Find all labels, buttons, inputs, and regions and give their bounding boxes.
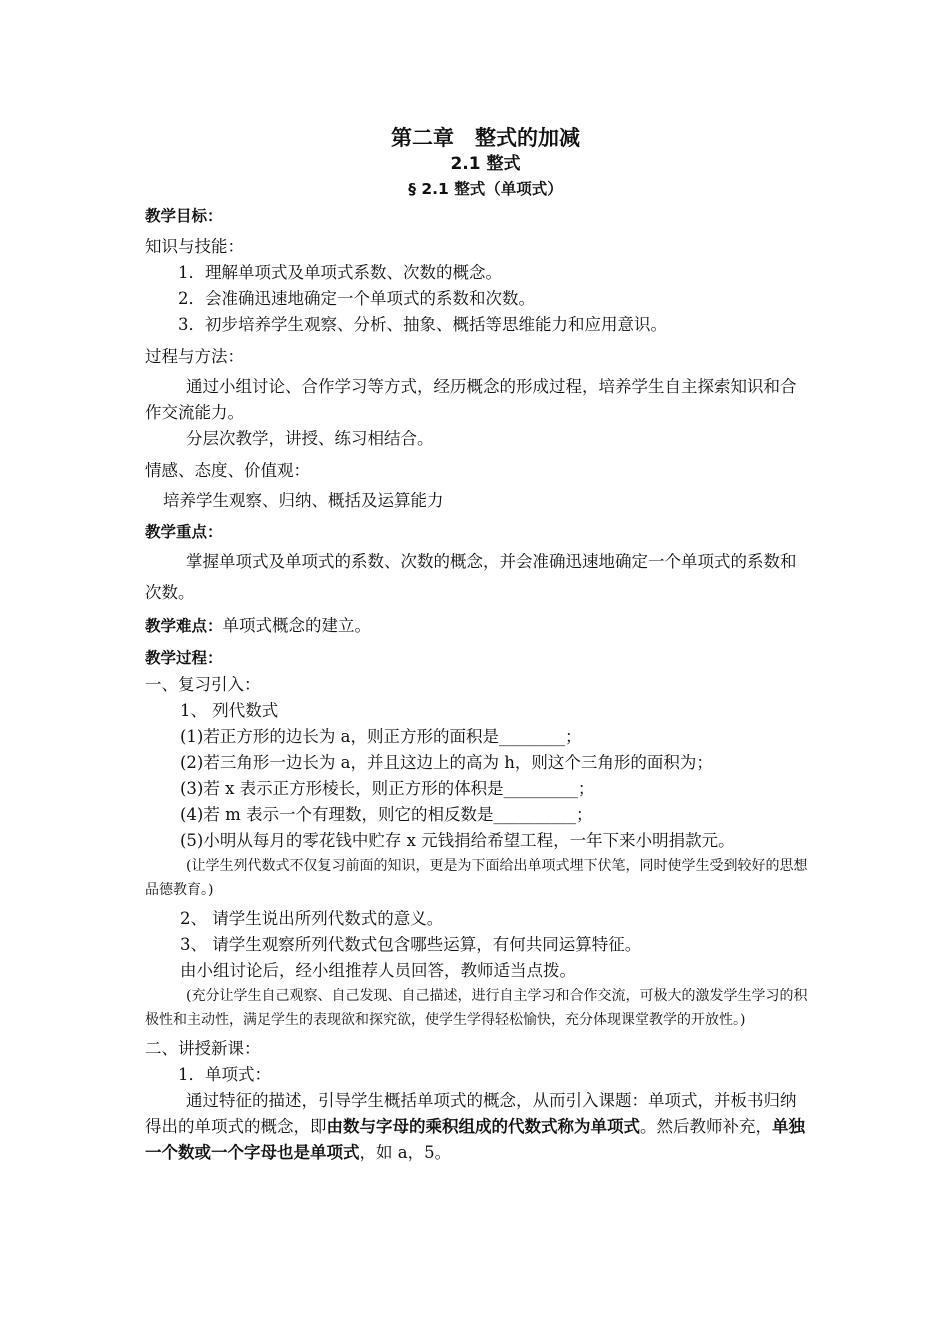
knowledge-item: 3．初步培养学生观察、分析、抽象、概括等思维能力和应用意识。 <box>178 315 667 334</box>
new-topic-1-text <box>145 1088 808 1166</box>
review-item-3: 3、 请学生观察所列代数式包含哪些运算，有何共同运算特征。 <box>180 935 642 954</box>
section-title: 2.1 整式 <box>450 154 521 174</box>
question-5: (5)小明从每月的零花钱中贮存 x 元钱捐给希望工程，一年下来小明捐款元。 <box>180 831 735 850</box>
knowledge-item: 1．理解单项式及单项式系数、次数的概念。 <box>178 263 502 282</box>
question-3: (3)若 x 表示正方形棱长，则正方形的体积是_________； <box>180 779 595 798</box>
review-item-2: 2、 请学生说出所列代数式的意义。 <box>180 909 444 928</box>
process-method-text-2: 分层次教学，讲授、练习相结合。 <box>186 429 434 448</box>
definition-tail-text: ，如 a，5。 <box>359 1143 452 1162</box>
discussion-text: 由小组讨论后，经小组推荐人员回答，教师适当点拨。 <box>180 961 576 980</box>
question-1: (1)若正方形的边长为 a，则正方形的面积是________； <box>180 727 582 746</box>
key-points-heading: 教学重点： <box>145 523 223 541</box>
note-2: (充分让学生自己观察、自己发现、自己描述，进行自主学习和合作交流，可极大的激发学生学习的积极性和主动性，满足学生的表现欲和探究欲，使学生学得轻松愉快，充分体现课堂教学的开放性。) <box>145 988 808 1028</box>
note-1: (让学生列代数式不仅复习前面的知识，更是为下面给出单项式埋下伏笔，同时使学生受到较好的思想品德教育。) <box>145 858 808 898</box>
monomial-supplement: 单独一个数或一个字母也是单项式 <box>145 1117 805 1162</box>
review-item-1: 1、 列代数式 <box>180 701 279 720</box>
difficulty-line <box>145 612 808 640</box>
difficulty-heading: 教学难点： <box>145 617 223 635</box>
goals-heading: 教学目标： <box>145 207 223 225</box>
knowledge-heading: 知识与技能： <box>145 237 244 256</box>
part2-title: 二、讲授新课： <box>145 1039 261 1058</box>
process-heading: 教学过程： <box>145 649 223 667</box>
part1-title: 一、复习引入： <box>145 675 261 694</box>
definition-lead-text: 通过特征的描述，引导学生概括单项式的概念，从而引入课题：单项式，并板书归纳得出的单项式的概念，即 <box>145 1091 797 1136</box>
chapter-title: 第二章 整式的加减 <box>391 126 580 150</box>
question-4: (4)若 m 表示一个有理数，则它的相反数是__________； <box>180 805 593 824</box>
subsection-title: § 2.1 整式（单项式） <box>408 180 563 198</box>
monomial-definition: 由数与字母的乘积组成的代数式称为单项式 <box>326 1117 640 1136</box>
difficulty-text: 单项式概念的建立。 <box>222 616 372 635</box>
key-points-text: 掌握单项式及单项式的系数、次数的概念，并会准确迅速地确定一个单项式的系数和次数。 <box>145 552 797 602</box>
emotion-heading: 情感、态度、价值观： <box>145 461 310 480</box>
process-method-text: 通过小组讨论、合作学习等方式，经历概念的形成过程，培养学生自主探索知识和合作交流能力。 <box>145 377 797 422</box>
new-topic-1-title: 1．单项式： <box>178 1065 271 1084</box>
emotion-text: 培养学生观察、归纳、概括及运算能力 <box>163 491 444 510</box>
process-method-heading: 过程与方法： <box>145 347 244 366</box>
knowledge-item: 2．会准确迅速地确定一个单项式的系数和次数。 <box>178 289 535 308</box>
question-2: (2)若三角形一边长为 a，并且这边上的高为 h，则这个三角形的面积为； <box>180 753 713 772</box>
definition-mid-text: 。然后教师补充， <box>640 1117 772 1136</box>
